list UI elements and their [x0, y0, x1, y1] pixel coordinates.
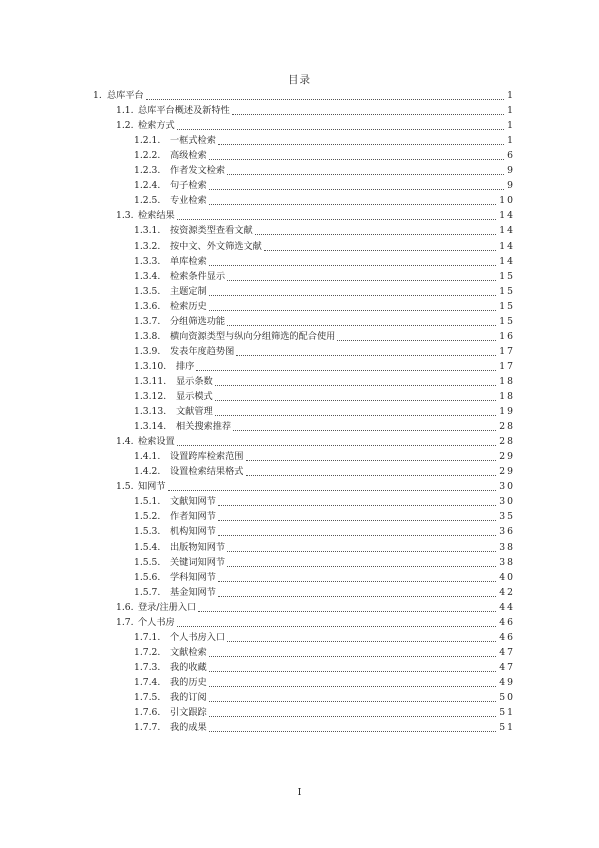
toc-entry-title: 分组筛选功能	[170, 315, 226, 327]
toc-leader-dots	[146, 88, 504, 100]
toc-entry-title: 显示模式	[176, 391, 213, 402]
toc-entry-page: 15	[499, 285, 515, 297]
toc-entry-number: 1.3.2.	[134, 240, 161, 252]
toc-entry-title: 个人书房	[138, 616, 175, 628]
toc-entry[interactable]	[0, 509, 599, 524]
toc-entry-page: 29	[499, 451, 515, 463]
toc-leader-dots	[246, 449, 497, 461]
toc-entry-number: 1.5.1.	[134, 496, 161, 508]
toc-entry-page: 18	[499, 375, 515, 387]
toc-entry[interactable]	[0, 133, 599, 148]
toc-entry-number: 1.5.3.	[134, 526, 161, 538]
toc-entry[interactable]	[0, 449, 599, 464]
toc-entry-number: 1.2.	[116, 120, 134, 132]
toc-entry-page: 6	[507, 150, 515, 162]
toc-entry-page: 47	[499, 661, 515, 673]
toc-entry[interactable]	[0, 269, 599, 284]
toc-entry[interactable]	[0, 148, 599, 163]
toc-leader-dots	[227, 555, 496, 567]
toc-entry-title: 相关搜索推荐	[176, 421, 232, 433]
toc-leader-dots	[198, 600, 496, 612]
toc-entry-title: 主题定制	[170, 285, 207, 297]
toc-entry-number: 1.3.4.	[134, 270, 161, 282]
toc-entry-number: 1.7.	[116, 616, 134, 628]
toc-entry[interactable]	[0, 464, 599, 479]
toc-entry[interactable]	[0, 344, 599, 359]
toc-entry-title: 按资源类型查看文献	[170, 225, 253, 237]
toc-entry[interactable]	[0, 389, 599, 404]
toc-entry-title: 一框式检索	[170, 135, 216, 147]
toc-entry-title: 总库平台概述及新特性	[138, 105, 230, 117]
toc-entry-number: 1.5.4.	[134, 541, 161, 553]
toc-entry-number: 1.2.3.	[134, 165, 161, 177]
toc-entry-title: 检索历史	[170, 300, 207, 312]
toc-entry-page: 15	[499, 315, 515, 327]
toc-leader-dots	[177, 615, 497, 627]
toc-leader-dots	[236, 344, 496, 356]
toc-leader-dots	[215, 374, 497, 386]
toc-title: 目录	[288, 74, 311, 86]
toc-entry-page: 14	[499, 210, 515, 222]
toc-entry-page: 47	[499, 646, 515, 658]
toc-leader-dots	[177, 434, 497, 446]
toc-entry[interactable]	[0, 103, 599, 118]
toc-entry-page: 50	[499, 692, 515, 703]
toc-entry-title: 检索设置	[138, 436, 175, 448]
toc-entry-page: 38	[499, 541, 515, 553]
toc-leader-dots	[209, 284, 497, 296]
toc-entry-number: 1.3.8.	[134, 330, 161, 342]
toc-entry-page: 14	[499, 255, 515, 267]
toc-entry[interactable]	[0, 419, 599, 434]
toc-entry[interactable]	[0, 494, 599, 509]
toc-entry-number: 1.1.	[116, 105, 134, 117]
toc-entry-title: 单库检索	[170, 255, 207, 267]
toc-entry[interactable]	[0, 720, 599, 735]
toc-entry-number: 1.2.5.	[134, 195, 161, 207]
toc-entry-page: 17	[499, 360, 515, 372]
toc-leader-dots	[209, 299, 497, 311]
toc-entry-number: 1.3.1.	[134, 225, 161, 237]
toc-entry-page: 30	[499, 496, 515, 508]
toc-entry-page: 14	[499, 225, 515, 237]
toc-entry-page: 14	[499, 240, 515, 252]
toc-leader-dots	[209, 720, 497, 732]
toc-leader-dots	[246, 464, 497, 476]
toc-entry-number: 1.3.6.	[134, 300, 161, 312]
toc-entry-number: 1.3.14.	[134, 421, 167, 433]
toc-entry-page: 40	[499, 571, 515, 583]
toc-leader-dots	[209, 193, 497, 205]
toc-entry-page: 49	[499, 676, 515, 688]
toc-entry-page: 42	[499, 586, 515, 598]
toc-entry-number: 1.3.11.	[134, 375, 167, 387]
toc-entry-number: 1.3.	[116, 210, 134, 222]
toc-entry-number: 1.5.	[116, 481, 134, 493]
toc-entry-page: 28	[499, 421, 515, 433]
page-number-footer: I	[297, 787, 302, 798]
toc-entry-title: 出版物知网节	[170, 541, 226, 553]
toc-entry-title: 文献管理	[176, 406, 213, 418]
toc-leader-dots	[209, 254, 497, 266]
toc-entry[interactable]	[0, 585, 599, 600]
toc-entry-title: 设置检索结果格式	[170, 466, 244, 478]
toc-leader-dots	[233, 419, 496, 431]
toc-entry-title: 引文跟踪	[170, 707, 207, 719]
toc-leader-dots	[264, 239, 496, 251]
toc-entry-page: 28	[499, 436, 515, 448]
toc-leader-dots	[209, 660, 497, 672]
toc-entry-number: 1.4.	[116, 436, 134, 448]
toc-leader-dots	[218, 570, 496, 582]
toc-entry-title: 我的订阅	[170, 692, 207, 703]
toc-leader-dots	[215, 389, 497, 401]
toc-leader-dots	[215, 404, 497, 416]
toc-entry-title: 机构知网节	[170, 526, 216, 538]
toc-entry-page: 29	[499, 466, 515, 478]
toc-entry[interactable]	[0, 705, 599, 720]
toc-entry[interactable]	[0, 374, 599, 389]
toc-leader-dots	[227, 630, 496, 642]
toc-entry-title: 文献知网节	[170, 496, 216, 508]
toc-leader-dots	[227, 163, 504, 175]
toc-leader-dots	[218, 524, 496, 536]
toc-entry-title: 作者知网节	[170, 511, 216, 523]
toc-entry[interactable]	[0, 600, 599, 615]
toc-entry-title: 作者发文检索	[170, 165, 226, 177]
toc-leader-dots	[209, 148, 504, 160]
toc-leader-dots	[209, 690, 497, 702]
toc-leader-dots	[218, 509, 496, 521]
toc-entry-number: 1.5.2.	[134, 511, 161, 523]
toc-entry-page: 18	[499, 391, 515, 402]
toc-entry-number: 1.3.10.	[134, 360, 167, 372]
toc-entry-page: 51	[499, 722, 515, 734]
toc-entry-title: 检索结果	[138, 210, 175, 222]
toc-entry[interactable]	[0, 540, 599, 555]
toc-entry[interactable]	[0, 404, 599, 419]
toc-entry[interactable]	[0, 88, 599, 103]
toc-entry[interactable]	[0, 645, 599, 660]
toc-entry-number: 1.5.7.	[134, 586, 161, 598]
toc-entry-number: 1.7.4.	[134, 676, 161, 688]
toc-entry-page: 17	[499, 345, 515, 357]
toc-leader-dots	[337, 329, 496, 341]
toc-entry-page: 1	[507, 90, 515, 101]
toc-entry-title: 横向资源类型与纵向分组筛选的配合使用	[170, 330, 336, 342]
toc-leader-dots	[177, 208, 497, 220]
toc-entry[interactable]	[0, 524, 599, 539]
toc-entry-number: 1.3.9.	[134, 345, 161, 357]
toc-entry-page: 30	[499, 481, 515, 493]
toc-entry[interactable]	[0, 570, 599, 585]
toc-entry[interactable]	[0, 223, 599, 238]
toc-leader-dots	[168, 479, 497, 491]
toc-entry-title: 排序	[176, 360, 195, 372]
toc-entry-number: 1.	[93, 90, 102, 101]
toc-entry-page: 15	[499, 300, 515, 312]
toc-entry[interactable]	[0, 208, 599, 223]
toc-entry-number: 1.3.3.	[134, 255, 161, 267]
toc-leader-dots	[227, 314, 496, 326]
toc-entry[interactable]	[0, 239, 599, 254]
toc-entry-title: 基金知网节	[170, 586, 216, 598]
toc-entry-number: 1.6.	[116, 601, 134, 613]
toc-entry-number: 1.7.2.	[134, 646, 161, 658]
toc-entry-number: 1.3.13.	[134, 406, 167, 418]
toc-entry-title: 专业检索	[170, 195, 207, 207]
toc-entry[interactable]	[0, 163, 599, 178]
toc-entry-title: 学科知网节	[170, 571, 216, 583]
toc-entry-number: 1.2.2.	[134, 150, 161, 162]
toc-entry-number: 1.5.5.	[134, 556, 161, 568]
toc-entry[interactable]	[0, 660, 599, 675]
toc-entry-page: 9	[507, 180, 515, 192]
toc-entry-page: 19	[499, 406, 515, 418]
toc-leader-dots	[196, 359, 496, 371]
toc-entry-title: 高级检索	[170, 150, 207, 162]
toc-leader-dots	[209, 178, 504, 190]
toc-leader-dots	[255, 223, 497, 235]
toc-entry-title: 登录/注册入口	[138, 601, 197, 613]
toc-leader-dots	[209, 675, 497, 687]
toc-entry-title: 我的收藏	[170, 661, 207, 673]
toc-entry-number: 1.7.5.	[134, 692, 161, 703]
toc-leader-dots	[232, 103, 504, 115]
toc-entry-page: 51	[499, 707, 515, 719]
toc-leader-dots	[218, 494, 496, 506]
toc-entry-page: 1	[507, 135, 515, 147]
toc-entry[interactable]	[0, 359, 599, 374]
toc-leader-dots	[209, 645, 497, 657]
toc-leader-dots	[218, 585, 496, 597]
toc-entry-number: 1.2.1.	[134, 135, 161, 147]
toc-leader-dots	[209, 705, 497, 717]
toc-entry[interactable]	[0, 434, 599, 449]
toc-entry[interactable]	[0, 193, 599, 208]
toc-entry-page: 1	[507, 120, 515, 132]
toc-entry-number: 1.5.6.	[134, 571, 161, 583]
toc-entry-number: 1.4.1.	[134, 451, 161, 463]
toc-leader-dots	[227, 269, 496, 281]
toc-entry-number: 1.4.2.	[134, 466, 161, 478]
toc-entry-number: 1.3.5.	[134, 285, 161, 297]
toc-entry[interactable]	[0, 299, 599, 314]
toc-entry-title: 总库平台	[107, 90, 144, 101]
toc-entry-number: 1.7.6.	[134, 707, 161, 719]
toc-entry-number: 1.2.4.	[134, 180, 161, 192]
toc-entry-page: 9	[507, 165, 515, 177]
toc-entry-number: 1.7.3.	[134, 661, 161, 673]
toc-entry[interactable]	[0, 284, 599, 299]
toc-entry-title: 显示条数	[176, 375, 213, 387]
toc-entry[interactable]	[0, 630, 599, 645]
toc-entry-page: 46	[499, 616, 515, 628]
toc-leader-dots	[177, 118, 504, 130]
toc-entry-number: 1.3.7.	[134, 315, 161, 327]
toc-entry-title: 检索条件显示	[170, 270, 226, 282]
toc-entry-page: 10	[499, 195, 515, 207]
toc-entry-page: 1	[507, 105, 515, 117]
toc-entry-page: 15	[499, 270, 515, 282]
toc-leader-dots	[218, 133, 504, 145]
toc-entry-page: 44	[499, 601, 515, 613]
toc-entry[interactable]	[0, 479, 599, 494]
toc-entry-page: 16	[499, 330, 515, 342]
toc-entry-number: 1.7.1.	[134, 631, 161, 643]
toc-entry[interactable]	[0, 314, 599, 329]
toc-entry-title: 按中文、外文筛选文献	[170, 240, 262, 252]
toc-entry[interactable]	[0, 178, 599, 193]
toc-entry-number: 1.3.12.	[134, 391, 167, 402]
toc-entry[interactable]	[0, 254, 599, 269]
toc-entry[interactable]	[0, 615, 599, 630]
toc-entry[interactable]	[0, 690, 599, 705]
toc-entry-page: 38	[499, 556, 515, 568]
toc-entry[interactable]	[0, 118, 599, 133]
toc-entry-page: 46	[499, 631, 515, 643]
toc-entry[interactable]	[0, 555, 599, 570]
toc-entry-title: 关键词知网节	[170, 556, 226, 568]
toc-entry-title: 设置跨库检索范围	[170, 451, 244, 463]
toc-entry-title: 句子检索	[170, 180, 207, 192]
toc-entry-title: 我的成果	[170, 722, 207, 734]
toc-leader-dots	[227, 540, 496, 552]
toc-entry-page: 36	[499, 526, 515, 538]
toc-entry[interactable]	[0, 675, 599, 690]
toc-entry-title: 个人书房入口	[170, 631, 226, 643]
toc-entry-title: 我的历史	[170, 676, 207, 688]
toc-entry-title: 发表年度趋势图	[170, 345, 235, 357]
toc-entry-title: 检索方式	[138, 120, 175, 132]
toc-entry-title: 文献检索	[170, 646, 207, 658]
toc-entry-page: 35	[499, 511, 515, 523]
toc-entry-number: 1.7.7.	[134, 722, 161, 734]
toc-entry-title: 知网节	[138, 481, 166, 493]
toc-entry[interactable]	[0, 329, 599, 344]
